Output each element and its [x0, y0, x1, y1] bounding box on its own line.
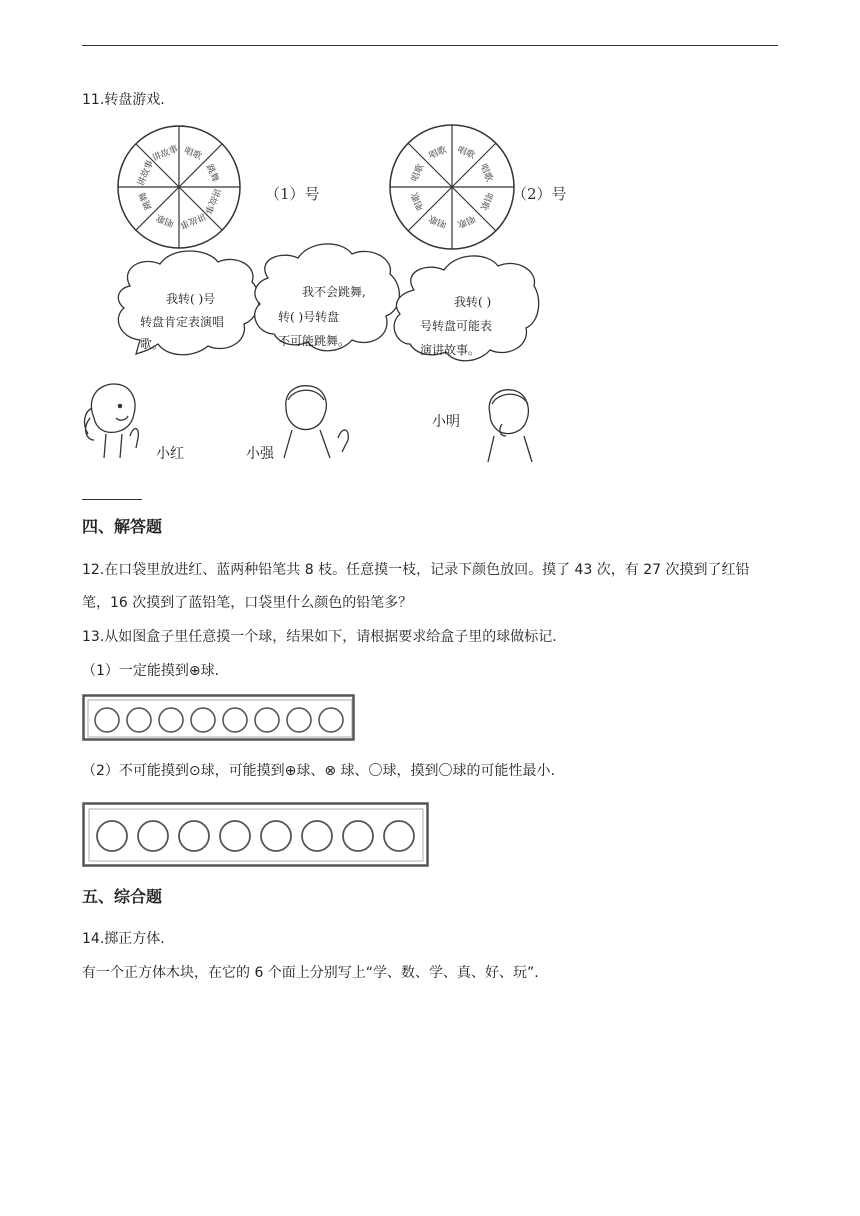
bubble-3-line-3: 演讲故事。 — [420, 343, 481, 357]
section-4-heading: 四、解答题 — [82, 517, 163, 536]
question-14-text: 有一个正方体木块，在它的 6 个面上分别写上“学、数、学、真、好、玩”. — [82, 965, 539, 981]
name-xiaoqiang: 小强 — [246, 446, 274, 462]
spinner-wheel-2 — [390, 125, 514, 249]
wheel-sector-label: 唱歌 — [455, 145, 477, 162]
wheel-1-label: （1）号 — [265, 185, 320, 203]
spinner-game-illustration — [80, 118, 567, 468]
wheel-2-label: （2）号 — [512, 185, 567, 203]
question-11-title: 11.转盘游戏. — [82, 92, 165, 108]
bubble-1-line-3: 歌。 — [140, 337, 165, 351]
bubble-3-line-2: 号转盘可能表 — [420, 319, 493, 333]
name-xiaoming: 小明 — [432, 414, 460, 430]
wheel-sector-label: 跳舞 — [138, 190, 155, 211]
ball-box-2 — [82, 802, 432, 870]
wheel-sector-label: 唱歌 — [410, 190, 427, 212]
question-12-line-2: 笔，16 次摸到了蓝铅笔，口袋里什么颜色的铅笔多？ — [82, 595, 413, 611]
ball-box-1 — [82, 694, 358, 744]
spinner-wheel-1 — [118, 126, 240, 248]
wheel-sector-label: 讲故事 — [202, 186, 222, 216]
answer-blank-line[interactable] — [82, 499, 142, 500]
wheel-sector-label: 跳舞 — [203, 163, 220, 184]
wheel-sector-label: 唱歌 — [427, 212, 449, 229]
wheel-sector-label: 唱歌 — [477, 162, 494, 184]
wheel-sector-label: 讲故事 — [136, 158, 156, 188]
wheel-sector-label: 唱歌 — [410, 162, 427, 184]
wheel-sector-label: 讲故事 — [178, 210, 208, 230]
bubble-2-line-2: 转( )号转盘 — [278, 310, 340, 324]
wheel-sector-label: 唱歌 — [477, 190, 494, 212]
wheel-sector-label: 唱歌 — [155, 211, 176, 228]
bubble-2-line-1: 我不会跳舞, — [302, 285, 366, 299]
question-13-part-1: （1）一定能摸到⊕球. — [82, 663, 220, 679]
bubble-1-line-2: 转盘肯定表演唱 — [140, 315, 225, 329]
question-13-title: 13.从如图盒子里任意摸一个球，结果如下，请根据要求给盒子里的球做标记. — [82, 629, 557, 645]
question-13-part-2: （2）不可能摸到⊙球，可能摸到⊕球、⊗ 球、〇球，摸到〇球的可能性最小. — [82, 763, 555, 779]
section-5-heading: 五、综合题 — [82, 887, 163, 906]
speech-bubble-xiaoqiang — [255, 244, 400, 351]
question-14-title: 14.掷正方体. — [82, 931, 165, 947]
wheel-sector-label: 唱歌 — [182, 146, 203, 163]
girl-xiaohong-figure — [85, 384, 139, 458]
boy-xiaoqiang-figure — [284, 386, 348, 458]
wheel-sector-label: 讲故事 — [150, 144, 180, 164]
name-xiaohong: 小红 — [156, 446, 184, 462]
speech-bubble-xiaoming — [394, 256, 539, 361]
speech-bubble-xiaohong — [118, 251, 259, 355]
header-rule — [82, 45, 778, 46]
bubble-3-line-1: 我转( ) — [454, 295, 492, 309]
wheel-sector-label: 唱歌 — [427, 145, 449, 162]
bubble-2-line-3: 不可能跳舞。 — [278, 334, 351, 348]
question-12-line-1: 12.在口袋里放进红、蓝两种铅笔共 8 枝。任意摸一枝，记录下颜色放回。摸了 43 次，有 27 次摸到了红铅 — [82, 562, 750, 578]
bubble-1-line-1: 我转( )号 — [166, 292, 216, 306]
wheel-sector-label: 唱歌 — [455, 212, 477, 229]
boy-xiaoming-figure — [488, 390, 532, 462]
